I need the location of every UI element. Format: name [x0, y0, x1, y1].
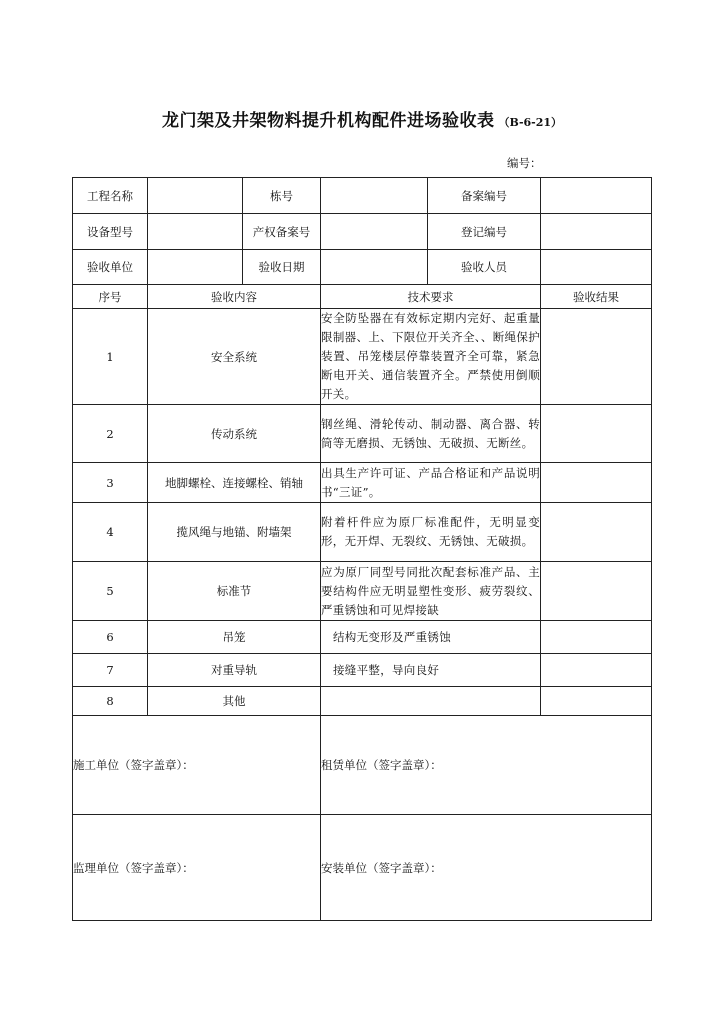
acceptance-unit-label: 验收单位 — [73, 250, 148, 285]
table-row — [73, 309, 652, 405]
equipment-model-value[interactable] — [148, 214, 243, 250]
item-no: 2 — [73, 405, 148, 463]
item-result[interactable] — [541, 503, 652, 562]
lessor-unit-signature[interactable] — [321, 716, 652, 815]
item-requirement: 应为原厂同型号同批次配套标准产品、主要结构件应无明显塑性变形、疲劳裂纹、严重锈蚀和可见焊接缺 — [321, 562, 541, 621]
header-content: 验收内容 — [148, 285, 321, 309]
installation-unit-signature[interactable] — [321, 815, 652, 921]
table-row — [73, 621, 652, 654]
item-requirement: 出具生产许可证、产品合格证和产品说明书“三证”。 — [321, 463, 541, 503]
table-row — [73, 405, 652, 463]
item-content: 其他 — [148, 687, 321, 716]
serial-number-label: 编号： — [507, 156, 542, 170]
supervision-unit-label: 监理单位（签字盖章）： — [73, 860, 194, 875]
item-no: 7 — [73, 654, 148, 687]
item-no: 1 — [73, 309, 148, 405]
item-no: 8 — [73, 687, 148, 716]
property-filing-label: 产权备案号 — [243, 214, 321, 250]
acceptance-date-label: 验收日期 — [243, 250, 321, 285]
item-content: 标准节 — [148, 562, 321, 621]
project-name-value[interactable] — [148, 178, 243, 214]
header-no: 序号 — [73, 285, 148, 309]
item-content: 对重导轨 — [148, 654, 321, 687]
item-no: 6 — [73, 621, 148, 654]
item-result[interactable] — [541, 621, 652, 654]
construction-unit-signature[interactable] — [73, 716, 321, 815]
item-result[interactable] — [541, 687, 652, 716]
supervision-unit-signature[interactable] — [73, 815, 321, 921]
info-row — [73, 178, 652, 214]
registration-no-value[interactable] — [541, 214, 652, 250]
item-content: 地脚螺栓、连接螺栓、销轴 — [148, 463, 321, 503]
header-result: 验收结果 — [541, 285, 652, 309]
item-result[interactable] — [541, 463, 652, 503]
building-no-label: 栋号 — [243, 178, 321, 214]
info-row — [73, 214, 652, 250]
inspector-label: 验收人员 — [428, 250, 541, 285]
installation-unit-label: 安装单位（签字盖章）： — [321, 860, 442, 875]
item-result[interactable] — [541, 654, 652, 687]
project-name-label: 工程名称 — [73, 178, 148, 214]
item-content: 吊笼 — [148, 621, 321, 654]
item-requirement: 安全防坠器在有效标定期内完好、起重量限制器、上、下限位开关齐全、、断绳保护装置、吊笼楼层停靠装置齐全可靠，紧急断电开关、通信装置齐全。严禁使用倒顺开关。 — [321, 309, 541, 405]
table-row — [73, 562, 652, 621]
filing-no-label: 备案编号 — [428, 178, 541, 214]
item-no: 3 — [73, 463, 148, 503]
construction-unit-label: 施工单位（签字盖章）： — [73, 758, 194, 772]
registration-no-label: 登记编号 — [428, 214, 541, 250]
item-no: 4 — [73, 503, 148, 562]
signature-row — [73, 815, 652, 921]
item-requirement: 接缝平整，导向良好 — [321, 654, 541, 687]
form-title: 龙门架及井架物料提升机构配件进场验收表 — [161, 111, 495, 131]
acceptance-table — [72, 177, 652, 921]
lessor-unit-label: 租赁单位（签字盖章）： — [321, 758, 442, 772]
item-content: 传动系统 — [148, 405, 321, 463]
item-result[interactable] — [541, 562, 652, 621]
item-content: 安全系统 — [148, 309, 321, 405]
item-no: 5 — [73, 562, 148, 621]
header-row — [73, 285, 652, 309]
table-row — [73, 463, 652, 503]
header-requirement: 技术要求 — [321, 285, 541, 309]
table-row — [73, 687, 652, 716]
signature-row — [73, 716, 652, 815]
form-code: （B-6-21） — [498, 116, 563, 129]
equipment-model-label: 设备型号 — [73, 214, 148, 250]
table-row — [73, 654, 652, 687]
item-requirement: 结构无变形及严重锈蚀 — [321, 621, 541, 654]
inspector-value[interactable] — [541, 250, 652, 285]
item-result[interactable] — [541, 309, 652, 405]
item-requirement: 附着杆件应为原厂标准配件，无明显变形，无开焊、无裂纹、无锈蚀、无破损。 — [321, 503, 541, 562]
item-requirement[interactable] — [321, 687, 541, 716]
table-row — [73, 503, 652, 562]
acceptance-unit-value[interactable] — [148, 250, 243, 285]
info-row — [73, 250, 652, 285]
building-no-value[interactable] — [321, 178, 428, 214]
filing-no-value[interactable] — [541, 178, 652, 214]
acceptance-date-value[interactable] — [321, 250, 428, 285]
property-filing-value[interactable] — [321, 214, 428, 250]
item-requirement: 钢丝绳、滑轮传动、制动器、离合器、转筒等无磨损、无锈蚀、无破损、无断丝。 — [321, 405, 541, 463]
page-title — [0, 106, 724, 131]
item-result[interactable] — [541, 405, 652, 463]
item-content: 揽风绳与地锚、附墙架 — [148, 503, 321, 562]
